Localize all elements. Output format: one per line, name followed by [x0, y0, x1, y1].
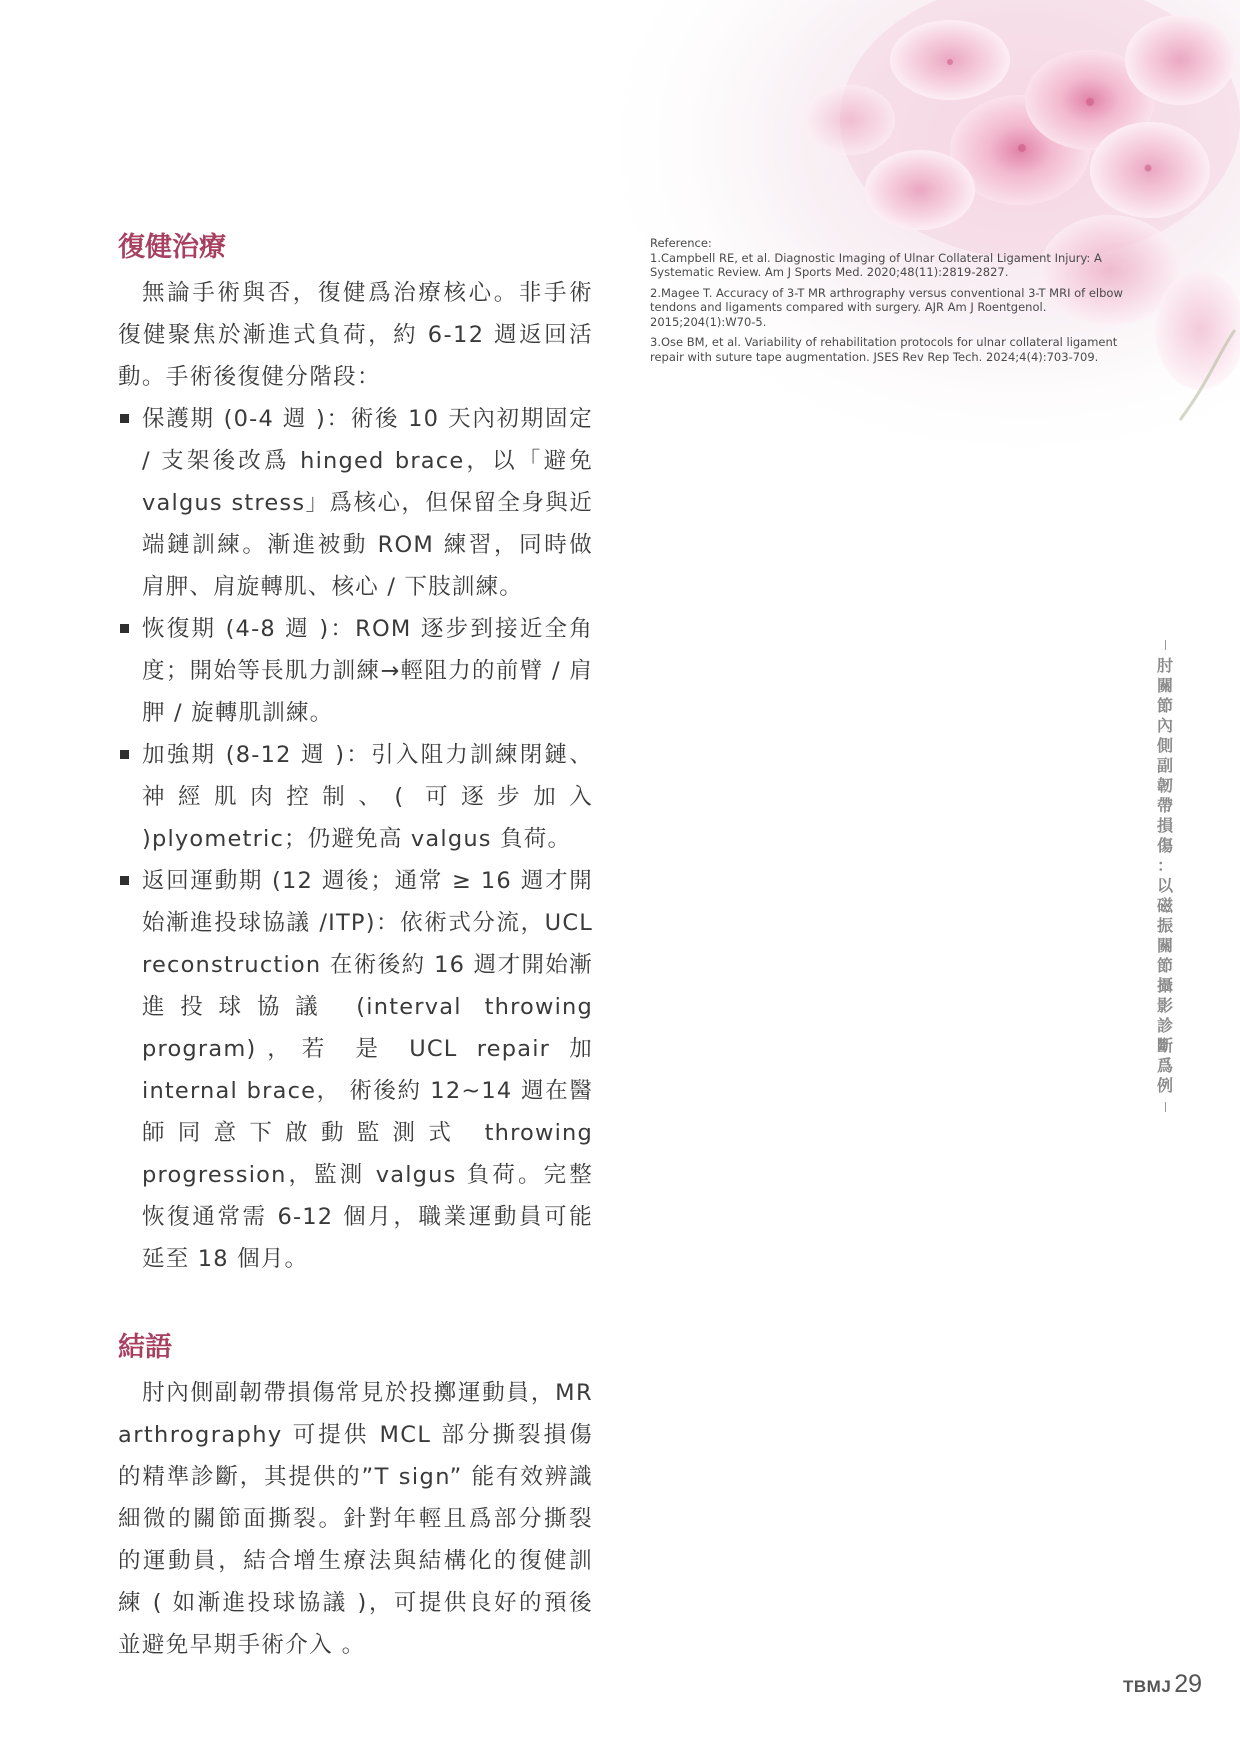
- side-title-char: 攝: [1156, 976, 1173, 995]
- list-item: [118, 734, 593, 860]
- side-title-char: 帶: [1156, 796, 1173, 815]
- bullet-icon: [120, 624, 129, 633]
- phase-text: 恢復期 (4-8 週 )：ROM 逐步到接近全角度；開始等長肌力訓練→輕阻力的前臂 / 肩胛 / 旋轉肌訓練。: [142, 616, 593, 726]
- side-title-char: 節: [1156, 696, 1173, 715]
- rehab-heading: 復健治療: [118, 232, 226, 263]
- list-item: [118, 398, 593, 608]
- reference-title: Reference:: [650, 236, 712, 250]
- journal-name: TBMJ: [1123, 1677, 1172, 1696]
- side-title-char: 關: [1156, 676, 1173, 695]
- main-column: [118, 228, 593, 1666]
- bullet-icon: [120, 750, 129, 759]
- phase-text: 返回運動期 (12 週後；通常 ≥ 16 週才開始漸進投球協議 /ITP)：依術式分流，UCL reconstruction 在術後約 16 週才開始漸進投球協議 (interval throwing program)，若 是 UCL repair 加 internal brace， 術後約 12~14 週在醫師同意下啟動監測式 throwing progression，監測 valgus 負荷。完整恢復通常需 6-12 個月，職業運動員可能延至 18 個月。: [142, 868, 593, 1272]
- side-title-char: 側: [1156, 736, 1173, 755]
- side-title-char: 振: [1156, 916, 1173, 935]
- flower-illustration: [620, 0, 1240, 470]
- conclusion-section: [118, 1328, 593, 1666]
- conclusion-heading: 結語: [118, 1332, 172, 1363]
- flower-image: [620, 0, 1240, 470]
- page-footer: [1123, 1670, 1202, 1699]
- side-title-char: 關: [1156, 936, 1173, 955]
- side-title-char: 爲: [1156, 1056, 1173, 1075]
- side-title-char: 例: [1156, 1076, 1173, 1095]
- conclusion-text: 肘內側副韌帶損傷常見於投擲運動員，MR arthrography 可提供 MCL 部分撕裂損傷的精準診斷，其提供的”T sign” 能有效辨識細微的關節面撕裂。針對年輕且爲部分撕裂的運動員，結合增生療法與結構化的復健訓練 ( 如漸進投球協議 )，可提供良好的預後並避免早期手術介入 。: [118, 1380, 593, 1658]
- references: [650, 236, 1125, 370]
- divider: [1165, 640, 1166, 650]
- divider: [1165, 1102, 1166, 1112]
- side-title-char: 肘: [1156, 656, 1173, 675]
- rehab-intro: 無論手術與否，復健爲治療核心。非手術復健聚焦於漸進式負荷，約 6-12 週返回活動。手術後復健分階段：: [118, 280, 593, 390]
- list-item: [118, 608, 593, 734]
- reference-item: 1.Campbell RE, et al. Diagnostic Imaging of Ulnar Collateral Ligament Injury: A Systematic Review. Am J Sports Med. 2020;48(11):2819-2827.: [650, 250, 1102, 279]
- bullet-icon: [120, 876, 129, 885]
- side-title-char: 影: [1156, 996, 1173, 1015]
- side-title-char: 損: [1156, 816, 1173, 835]
- page-number: 29: [1174, 1670, 1203, 1698]
- side-title-char: 斷: [1156, 1036, 1173, 1055]
- reference-item: 2.Magee T. Accuracy of 3-T MR arthrography versus conventional 3-T MRI of elbow tendons and ligaments compared with surgery. AJR Am J Roentgenol. 2015;204(1):W70-5.: [650, 285, 1123, 329]
- rehab-phase-list: [118, 398, 593, 1280]
- side-title-char: 副: [1156, 756, 1173, 775]
- phase-text: 加強期 (8-12 週 )：引入阻力訓練閉鏈、神經肌肉控制、( 可逐步加入 )plyometric；仍避免高 valgus 負荷。: [142, 742, 593, 852]
- phase-text: 保護期 (0-4 週 )：術後 10 天內初期固定 / 支架後改爲 hinged brace，以「避免 valgus stress」爲核心，但保留全身與近端鏈訓練。漸進被動 ROM 練習，同時做肩胛、肩旋轉肌、核心 / 下肢訓練。: [142, 406, 593, 600]
- list-item: [118, 860, 593, 1280]
- side-article-title: [1150, 640, 1180, 1112]
- side-title-char: ：: [1156, 856, 1173, 875]
- side-title-char: 節: [1156, 956, 1173, 975]
- side-title-char: 磁: [1156, 896, 1173, 915]
- side-title-char: 傷: [1156, 836, 1173, 855]
- reference-item: 3.Ose BM, et al. Variability of rehabilitation protocols for ulnar collateral ligament repair with suture tape augmentation. JSES Rev Rep Tech. 2024;4(4):703-709.: [650, 335, 1118, 364]
- bullet-icon: [120, 414, 129, 423]
- side-title-char: 韌: [1156, 776, 1173, 795]
- side-title-char: 診: [1156, 1016, 1173, 1035]
- side-title-char: 以: [1156, 876, 1173, 895]
- side-title-char: 內: [1156, 716, 1173, 735]
